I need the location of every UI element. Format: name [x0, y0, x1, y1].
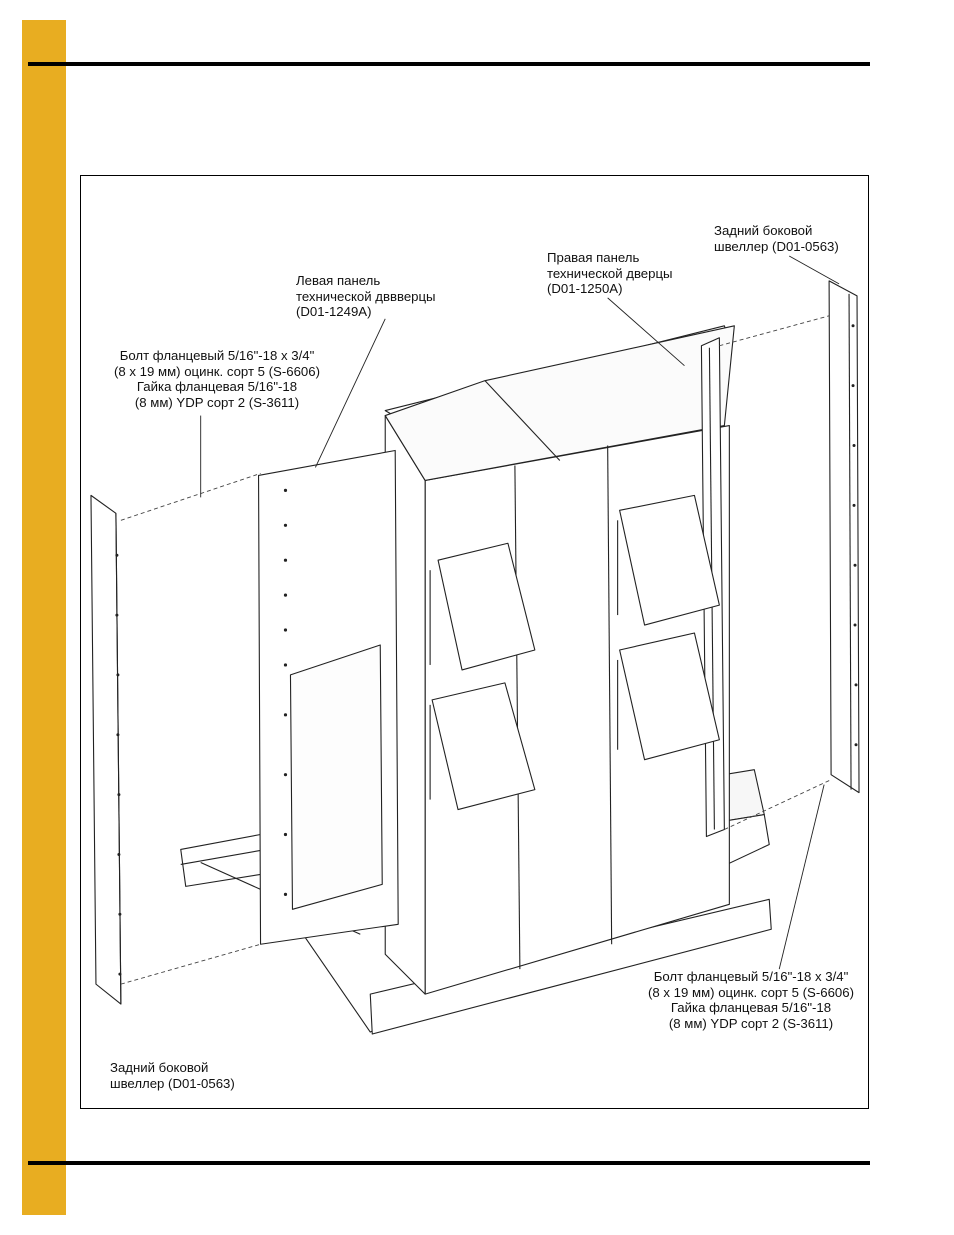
callout-hardware-right: Болт фланцевый 5/16"-18 x 3/4" (8 x 19 мм) оцинк. сорт 5 (S-6606) Гайка фланцевая 5/16"-18 (8 мм) YDP сорт 2 (S-3611): [648, 969, 854, 1031]
footer-rule: [28, 1161, 870, 1165]
accent-side-bar: [22, 20, 66, 1215]
leader-hardware-right: [779, 785, 824, 970]
left-door-panel: [259, 450, 399, 944]
callout-rear-channel-bottom: Задний боковой швеллер (D01-0563): [110, 1060, 235, 1091]
header-rule: [28, 62, 870, 66]
dashed-alignment-line-top-right: [719, 316, 829, 346]
dashed-alignment-line-top-left: [121, 473, 261, 520]
callout-left-panel: Левая панель технической дввверцы (D01-1249A): [296, 273, 436, 319]
callout-right-panel: Правая панель технической дверцы (D01-1250A): [547, 250, 673, 296]
leader-rear-channel-top: [789, 256, 839, 284]
dashed-alignment-line-bottom-left: [121, 944, 261, 984]
assembly-figure: [80, 175, 869, 1109]
callout-rear-channel-top: Задний боковой швеллер (D01-0563): [714, 223, 839, 254]
callout-hardware-left: Болт фланцевый 5/16"-18 x 3/4" (8 x 19 мм) оцинк. сорт 5 (S-6606) Гайка фланцевая 5/16"-18 (8 мм) YDP сорт 2 (S-3611): [114, 348, 320, 410]
